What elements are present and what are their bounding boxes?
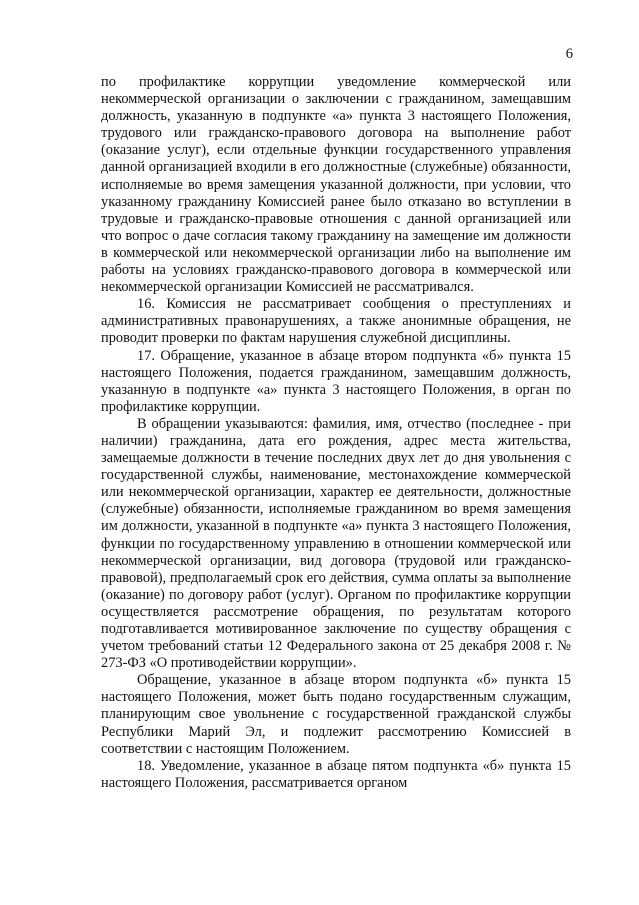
paragraph-appeal-submission: Обращение, указанное в абзаце втором подпункта «б» пункта 15 настоящего Положения, может быть подано государственным служащим, планирующим свое увольнение с государственной гражданской службы Республики Марий Эл, и подлежит рассмотрению Комиссией в соответствии с настоящим Положением. xyxy=(101,672,571,757)
paragraph-item-18: 18. Уведомление, указанное в абзаце пятом подпункта «б» пункта 15 настоящего Положения, рассматривается органом xyxy=(101,757,571,791)
paragraph-item-17: 17. Обращение, указанное в абзаце втором подпункта «б» пункта 15 настоящего Положения, подается гражданином, замещавшим должность, указанную в подпункте «а» пункта 3 настоящего Положения, в орган по профилактике коррупции. xyxy=(101,347,571,415)
paragraph-appeal-contents: В обращении указываются: фамилия, имя, отчество (последнее - при наличии) гражданина, дата его рождения, адрес места жительства, замещаемые должности в течение последних двух лет до дня увольнения с государственной службы, наименование, местонахождение коммерческой или некоммерческой организации, характер ее деятельности, должностные (служебные) обязанности, исполняемые гражданином во время замещения им должности, указанной в подпункте «а» пункта 3 настоящего Положения, функции по государственному управлению в отношении коммерческой или некоммерческой организации, вид договора (трудовой или гражданско-правовой), предполагаемый срок его действия, сумма оплаты за выполнение (оказание) по договору работ (услуг). Органом по профилактике коррупции осуществляется рассмотрение обращения, по результатам которого подготавливается мотивированное заключение по существу обращения с учетом требований статьи 12 Федерального закона от 25 декабря 2008 г. № 273-ФЗ «О противодействии коррупции». xyxy=(101,415,571,672)
page-number: 6 xyxy=(565,46,573,62)
paragraph-continuation: по профилактике коррупции уведомление коммерческой или некоммерческой организации о заключении с гражданином, замещавшим должность, указанную в подпункте «а» пункта 3 настоящего Положения, трудового или гражданско-правового договора на выполнение работ (оказание услуг), если отдельные функции государственного управления данной организацией входили в его должностные (служебные) обязанности, исполняемые во время замещения указанной должности, при условии, что указанному гражданину Комиссией ранее было отказано во вступлении в трудовые и гражданско-правовые отношения с данной организацией или что вопрос о даче согласия такому гражданину на замещение им должности в коммерческой или некоммерческой организации либо на выполнение им работы на условиях гражданско-правового договора в коммерческой или некоммерческой организации Комиссией не рассматривался. xyxy=(101,74,571,296)
document-body xyxy=(101,74,571,792)
paragraph-item-16: 16. Комиссия не рассматривает сообщения о преступлениях и административных правонарушениях, а также анонимные обращения, не проводит проверки по фактам нарушения служебной дисциплины. xyxy=(101,296,571,347)
